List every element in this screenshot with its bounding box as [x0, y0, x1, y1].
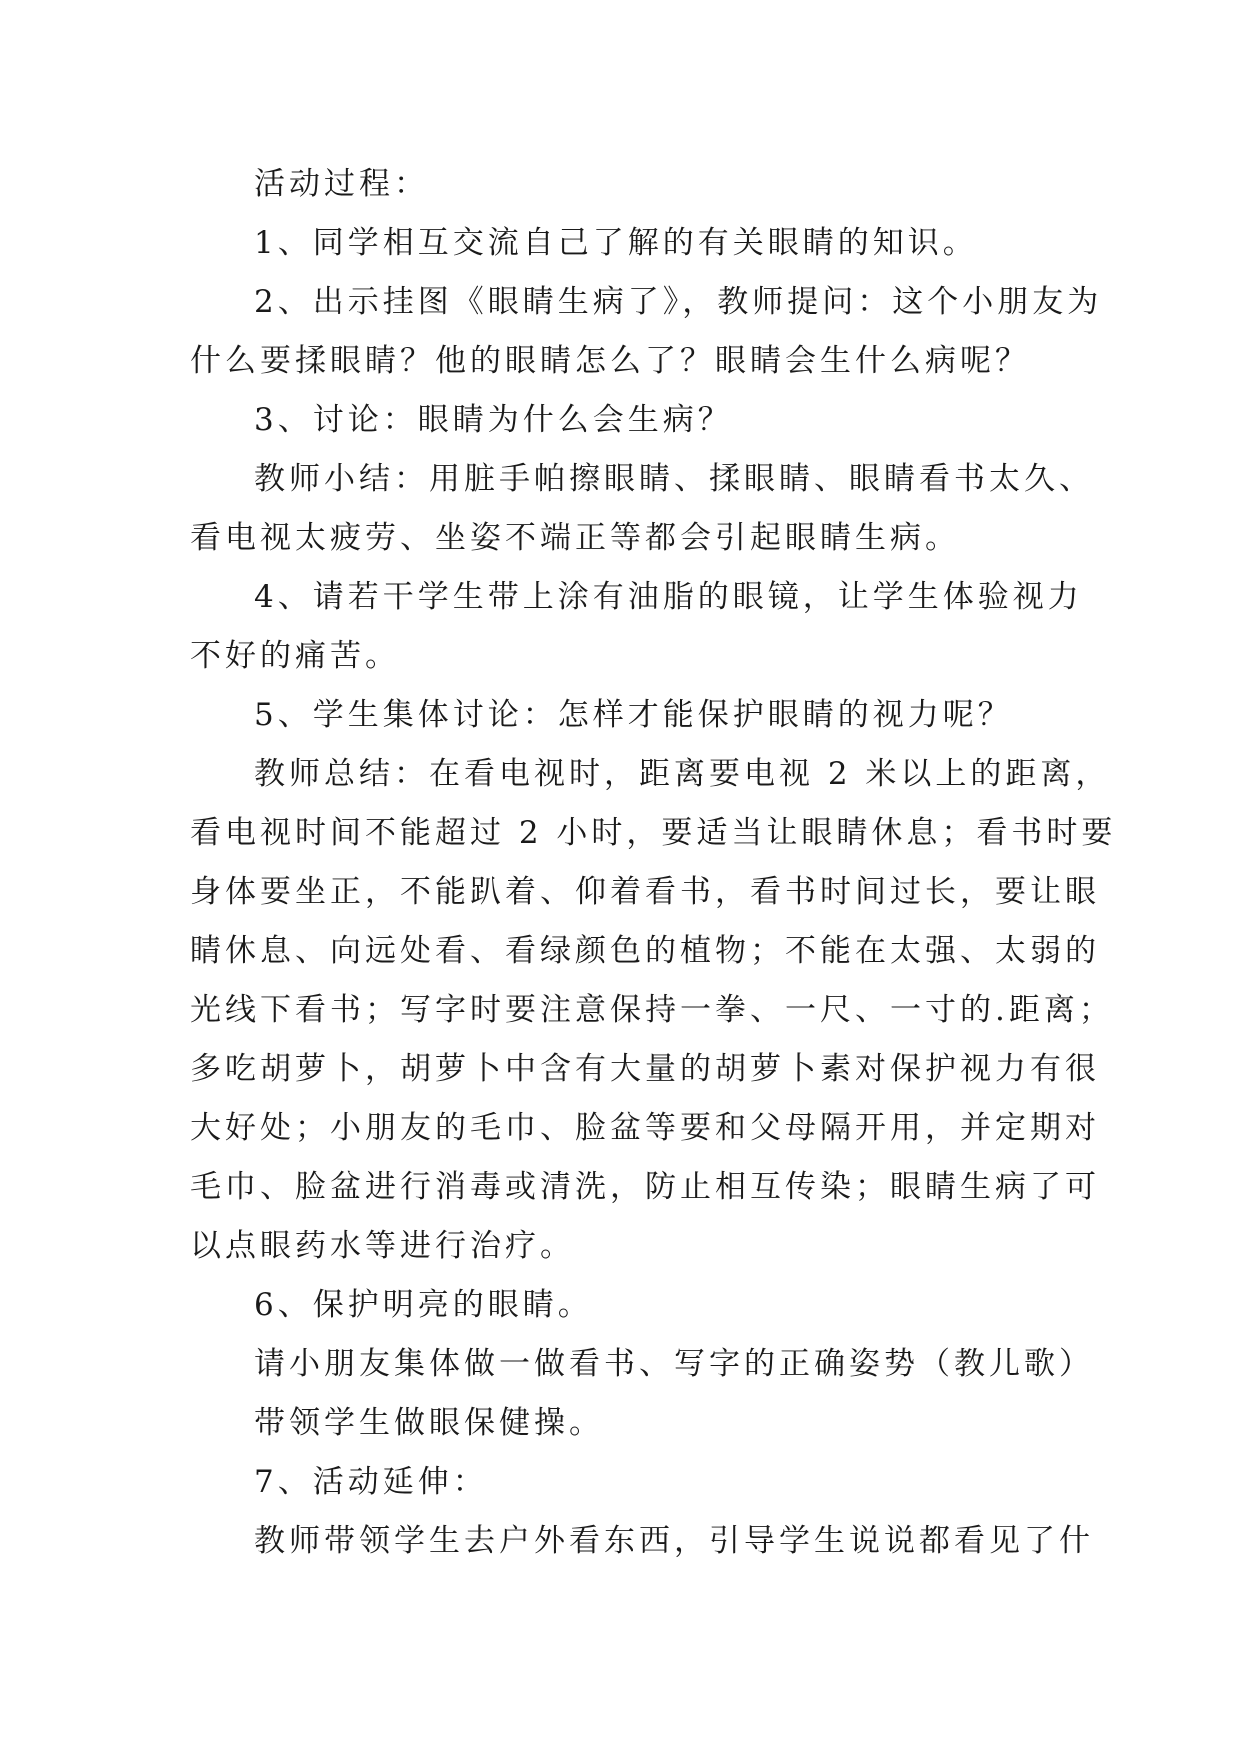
step-4-line-2: 不好的痛苦。: [190, 638, 400, 674]
step-2-line-1: 2、出示挂图《眼睛生病了》，教师提问：这个小朋友为: [254, 284, 1103, 320]
teacher-summary-2-line-6: 多吃胡萝卜，胡萝卜中含有大量的胡萝卜素对保护视力有很: [190, 1051, 1100, 1087]
step-6-detail-2: 带领学生做眼保健操。: [254, 1405, 604, 1441]
teacher-summary-1-line-1: 教师小结：用脏手帕擦眼睛、揉眼睛、眼睛看书太久、: [254, 461, 1094, 497]
teacher-summary-1-line-2: 看电视太疲劳、坐姿不端正等都会引起眼睛生病。: [190, 520, 960, 556]
heading-activity-process: 活动过程：: [254, 166, 429, 202]
step-3: 3、讨论：眼睛为什么会生病？: [254, 402, 733, 438]
step-2-line-2: 什么要揉眼睛？他的眼睛怎么了？眼睛会生什么病呢？: [190, 343, 1030, 379]
teacher-summary-2-line-4: 睛休息、向远处看、看绿颜色的植物；不能在太强、太弱的: [190, 933, 1100, 969]
step-6-detail-1: 请小朋友集体做一做看书、写字的正确姿势（教儿歌）: [254, 1346, 1094, 1382]
teacher-summary-2-line-9: 以点眼药水等进行治疗。: [190, 1228, 575, 1264]
step-7-detail: 教师带领学生去户外看东西，引导学生说说都看见了什: [254, 1523, 1094, 1559]
teacher-summary-2-line-1: 教师总结：在看电视时，距离要电视 2 米以上的距离，: [254, 756, 1111, 792]
teacher-summary-2-line-7: 大好处；小朋友的毛巾、脸盆等要和父母隔开用，并定期对: [190, 1110, 1100, 1146]
step-5: 5、学生集体讨论：怎样才能保护眼睛的视力呢？: [254, 697, 1013, 733]
document-body: [190, 155, 1117, 1571]
step-6: 6、保护明亮的眼睛。: [254, 1287, 593, 1323]
teacher-summary-2-line-2: 看电视时间不能超过 2 小时，要适当让眼睛休息；看书时要: [190, 815, 1117, 851]
step-1: 1、同学相互交流自己了解的有关眼睛的知识。: [254, 225, 978, 261]
teacher-summary-2-line-5: 光线下看书；写字时要注意保持一拳、一尺、一寸的.距离；: [190, 992, 1114, 1028]
teacher-summary-2-line-8: 毛巾、脸盆进行消毒或清洗，防止相互传染；眼睛生病了可: [190, 1169, 1100, 1205]
step-7: 7、活动延伸：: [254, 1464, 488, 1500]
teacher-summary-2-line-3: 身体要坐正，不能趴着、仰着看书，看书时间过长，要让眼: [190, 874, 1100, 910]
step-4-line-1: 4、请若干学生带上涂有油脂的眼镜，让学生体验视力: [254, 579, 1083, 615]
